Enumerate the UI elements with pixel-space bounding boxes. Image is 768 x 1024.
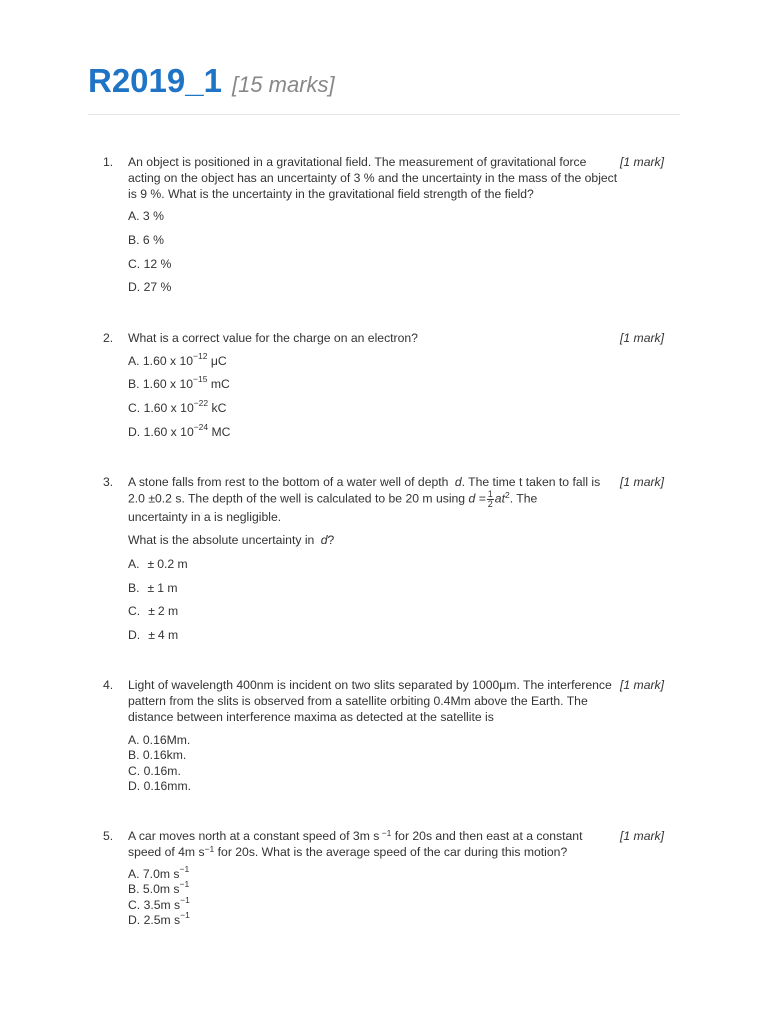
option-c: C. ± 2 m (128, 604, 179, 618)
question-number: 5. (103, 829, 114, 843)
question-mark: [1 mark] (620, 331, 665, 345)
option-b: B. 1.60 x $10^{-15}$ mC (128, 374, 230, 391)
question-mark: [1 mark] (620, 475, 665, 489)
option-c: C. 0.16m. (128, 764, 181, 778)
question-number: 2. (103, 331, 114, 345)
option-b: B. 5.0m $s^{-1}$ (128, 879, 190, 896)
question-mark: [1 mark] (620, 155, 665, 169)
option-a: A. 0.16Mm. (128, 733, 191, 747)
fraction-one-half: $\frac{1}{2}$ (487, 489, 493, 509)
option-a: A. 7.0m $s^{-1}$ (128, 864, 190, 881)
option-a: A. 3 % (128, 209, 164, 223)
option-c: C. 1.60 x $10^{-22}$ kC (128, 398, 227, 415)
question-mark: [1 mark] (620, 678, 665, 692)
option-d: D. 1.60 x $10^{-24}$ MC (128, 422, 231, 439)
question-text: An object is positioned in a gravitational field. The measurement of gravitational force acting on the object has an uncertainty of 3 % and the uncertainty in the mass of the object is 9 %. What is the uncertainty in the gravitational field strength of the field? (128, 155, 618, 201)
option-b: B. 0.16km. (128, 748, 187, 762)
option-a: A. 1.60 x $10^{-12}$ μC (128, 351, 227, 368)
option-c: C. 3.5m $s^{-1}$ (128, 895, 190, 912)
question-text: Light of wavelength 400nm is incident on two slits separated by 1000μm. The interference pattern from the slits is observed from a satellite orbiting 0.4Mm above the Earth. The distance between interference maxima as detected at the satellite is (128, 678, 612, 724)
question-text: What is a correct value for the charge on an electron? (128, 331, 418, 345)
question-mark: [1 mark] (620, 829, 665, 843)
question-number: 4. (103, 678, 114, 692)
question-text: A stone falls from rest to the bottom of a water well of depth d. The time t taken to fall is 2.0 ±0.2 s. The depth of the well is calculated to be 20 m using d = $\frac{1}{2}$ $at^2$. The uncertainty in a is negligible. (128, 475, 601, 524)
option-d: D. 2.5m $s^{-1}$ (128, 910, 190, 927)
option-c: C. 12 % (128, 257, 172, 271)
option-d: D. 27 % (128, 280, 172, 294)
option-d: D. 0.16mm. (128, 779, 191, 793)
option-b: B. ± 1 m (128, 581, 178, 595)
page-title: R2019_1 (88, 62, 222, 99)
question-number: 1. (103, 155, 114, 169)
question-text: A car moves north at a constant speed of 3m s $^{-1}$ for 20s and then east at a constant speed of 4m $s^{-1}$ for 20s. What is the average speed of the car during this motion? (128, 828, 583, 859)
page-header (88, 62, 680, 115)
question-number: 3. (103, 475, 114, 489)
total-marks: [15 marks] (231, 72, 335, 97)
sub-question: What is the absolute uncertainty in d? (128, 533, 335, 547)
option-d: D. ± 4 m (128, 628, 179, 642)
option-b: B. 6 % (128, 233, 164, 247)
option-a: A. ± 0.2 m (128, 557, 188, 571)
